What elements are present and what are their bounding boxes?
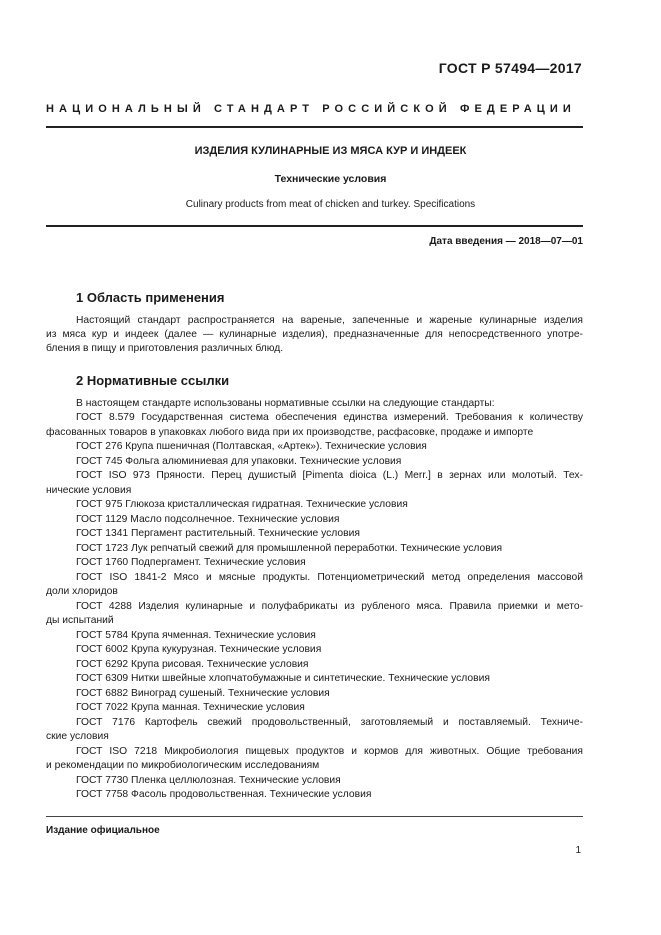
edition-note: Издание официальное [46, 825, 160, 836]
reference-line: ГОСТ 6002 Крупа кукурузная. Технические условия [76, 644, 322, 655]
header-divider [46, 126, 583, 128]
reference-line: ГОСТ 7758 Фасоль продовольственная. Технические условия [76, 789, 372, 800]
reference-line: ГОСТ 7176 Картофель свежий продовольственный, заготовляемый и поставляемый. Техниче- [76, 717, 583, 728]
reference-line: ские условия [46, 731, 109, 742]
reference-line: ГОСТ ISO 1841-2 Мясо и мясные продукты. Потенциометрический метод определения массовой [76, 572, 583, 583]
reference-line: ГОСТ 1341 Пергамент растительный. Технические условия [76, 528, 360, 539]
title-divider [46, 225, 583, 227]
reference-line: ГОСТ 7730 Пленка целлюлозная. Технические условия [76, 775, 341, 786]
reference-line: ГОСТ 5784 Крупа ячменная. Технические условия [76, 630, 316, 641]
reference-line: ГОСТ ISO 7218 Микробиология пищевых продуктов и кормов для животных. Общие требования [76, 746, 583, 757]
reference-line: ды испытаний [46, 615, 114, 626]
section-heading: 2 Нормативные ссылки [76, 373, 230, 388]
reference-line: фасованных товаров в упаковках любого вида при их производстве, расфасовке, продаже и импорте [46, 427, 534, 438]
paragraph-line: из мяса кур и индеек (далее — кулинарные изделия), предназначенные для непосредственного употре- [46, 329, 583, 340]
reference-line: нические условия [46, 485, 132, 496]
reference-line: ГОСТ 975 Глюкоза кристаллическая гидратная. Технические условия [76, 499, 408, 510]
reference-line: ГОСТ 1129 Масло подсолнечное. Технические условия [76, 514, 340, 525]
national-standard-banner: НАЦИОНАЛЬНЫЙ СТАНДАРТ РОССИЙСКОЙ ФЕДЕРАЦИИ [46, 103, 576, 115]
reference-line: ГОСТ 6292 Крупа рисовая. Технические условия [76, 659, 309, 670]
reference-line: ГОСТ 7022 Крупа манная. Технические условия [76, 702, 305, 713]
page-number: 1 [575, 845, 581, 856]
reference-line: ГОСТ 6882 Виноград сушеный. Технические условия [76, 688, 330, 699]
paragraph-line: Настоящий стандарт распространяется на вареные, запеченные и жареные кулинарные изделия [76, 315, 583, 326]
reference-line: ГОСТ 1723 Лук репчатый свежий для промышленной переработки. Технические условия [76, 543, 503, 554]
reference-line: ГОСТ 6309 Нитки швейные хлопчатобумажные и синтетические. Технические условия [76, 673, 490, 684]
reference-line: ГОСТ 745 Фольга алюминиевая для упаковки. Технические условия [76, 456, 402, 467]
document-subtitle: Технические условия [274, 173, 387, 185]
reference-line: ГОСТ 276 Крупа пшеничная (Полтавская, «Артек»). Технические условия [76, 441, 427, 452]
reference-line: ГОСТ ISO 973 Пряности. Перец душистый [Pimenta dioica (L.) Merr.] в зернах или молотый. Тех- [76, 470, 583, 481]
document-title: ИЗДЕЛИЯ КУЛИНАРНЫЕ ИЗ МЯСА КУР И ИНДЕЕК [194, 145, 467, 157]
reference-line: В настоящем стандарте использованы нормативные ссылки на следующие стандарты: [76, 398, 495, 409]
introduction-date: Дата введения — 2018—07—01 [429, 236, 583, 247]
reference-line: ГОСТ 4288 Изделия кулинарные и полуфабрикаты из рубленого мяса. Правила приемки и мето- [76, 601, 583, 612]
reference-line: доли хлоридов [46, 586, 118, 597]
reference-line: и рекомендации по микробиологическим исследованиям [46, 760, 320, 771]
paragraph-line: бления в пищу и приготовления различных блюд. [46, 343, 284, 354]
section-heading: 1 Область применения [76, 290, 225, 305]
document-english-title: Culinary products from meat of chicken and turkey. Specifications [185, 199, 476, 210]
reference-line: ГОСТ 8.579 Государственная система обеспечения единства измерений. Требования к количеству [76, 412, 583, 423]
footer-divider [46, 816, 583, 817]
standard-number: ГОСТ Р 57494—2017 [438, 60, 582, 76]
reference-line: ГОСТ 1760 Подпергамент. Технические условия [76, 557, 306, 568]
